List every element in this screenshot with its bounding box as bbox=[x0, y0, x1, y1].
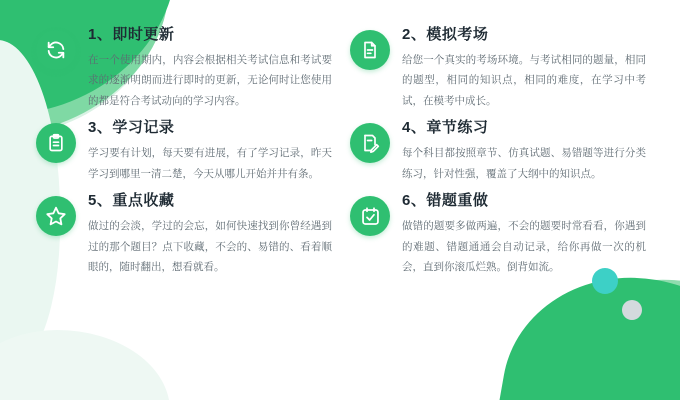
feature-icon-badge bbox=[36, 196, 76, 236]
feature-title: 2、模拟考场 bbox=[402, 26, 489, 43]
feature-icon-badge bbox=[36, 30, 76, 70]
clipboard-icon bbox=[46, 132, 66, 154]
feature-icon-badge bbox=[36, 123, 76, 163]
feature-title: 3、学习记录 bbox=[88, 119, 175, 137]
feature-description: 每个科目都按照章节、仿真试题、易错题等进行分类练习，针对性强，覆盖了大纲中的知识点。 bbox=[402, 147, 646, 180]
feature-item bbox=[36, 26, 332, 111]
refresh-icon bbox=[45, 39, 67, 61]
feature-item bbox=[350, 192, 646, 277]
feature-item bbox=[350, 26, 646, 111]
feature-title: 1、即时更新 bbox=[88, 26, 175, 43]
feature-body bbox=[88, 119, 332, 184]
feature-title: 6、错题重做 bbox=[402, 192, 489, 210]
feature-title: 5、重点收藏 bbox=[88, 192, 175, 210]
feature-body bbox=[88, 26, 332, 111]
pencil-note-icon bbox=[360, 132, 380, 154]
feature-item bbox=[36, 119, 332, 184]
feature-body bbox=[402, 26, 646, 111]
feature-icon-badge bbox=[350, 196, 390, 236]
feature-body bbox=[88, 192, 332, 277]
feature-description: 做过的会淡，学过的会忘，如何快速找到你曾经遇到过的那个题目？点下收藏，不会的、易错的、看着顺眼的，随时翻出，想看就看。 bbox=[88, 220, 332, 274]
checklist-icon bbox=[360, 206, 381, 227]
feature-icon-badge bbox=[350, 30, 390, 70]
feature-description: 给您一个真实的考场环境。与考试相同的题量，相同的题型，相同的知识点，相同的难度，在学习中考试，在模考中成长。 bbox=[402, 54, 646, 107]
exam-paper-icon bbox=[360, 39, 380, 61]
feature-item bbox=[36, 192, 332, 277]
feature-body bbox=[402, 192, 646, 277]
feature-item bbox=[350, 119, 646, 184]
feature-title: 4、章节练习 bbox=[402, 119, 489, 137]
feature-description: 学习要有计划，每天要有进展，有了学习记录，昨天学习到哪里一清二楚，今天从哪儿开始并井有条。 bbox=[88, 147, 332, 180]
feature-body bbox=[402, 119, 646, 184]
star-icon bbox=[45, 205, 67, 227]
feature-description: 做错的题要多做两遍，不会的题要时常看看，你遇到的难题、错题通通会自动记录，给你再做一次的机会，直到你滚瓜烂熟。倒背如流。 bbox=[402, 220, 646, 274]
feature-icon-badge bbox=[350, 123, 390, 163]
feature-description: 在一个使用期内，内容会根据相关考试信息和考试要求的逐渐明朗而进行即时的更新，无论何时让您使用的都是符合考试动向的学习内容。 bbox=[88, 54, 332, 107]
